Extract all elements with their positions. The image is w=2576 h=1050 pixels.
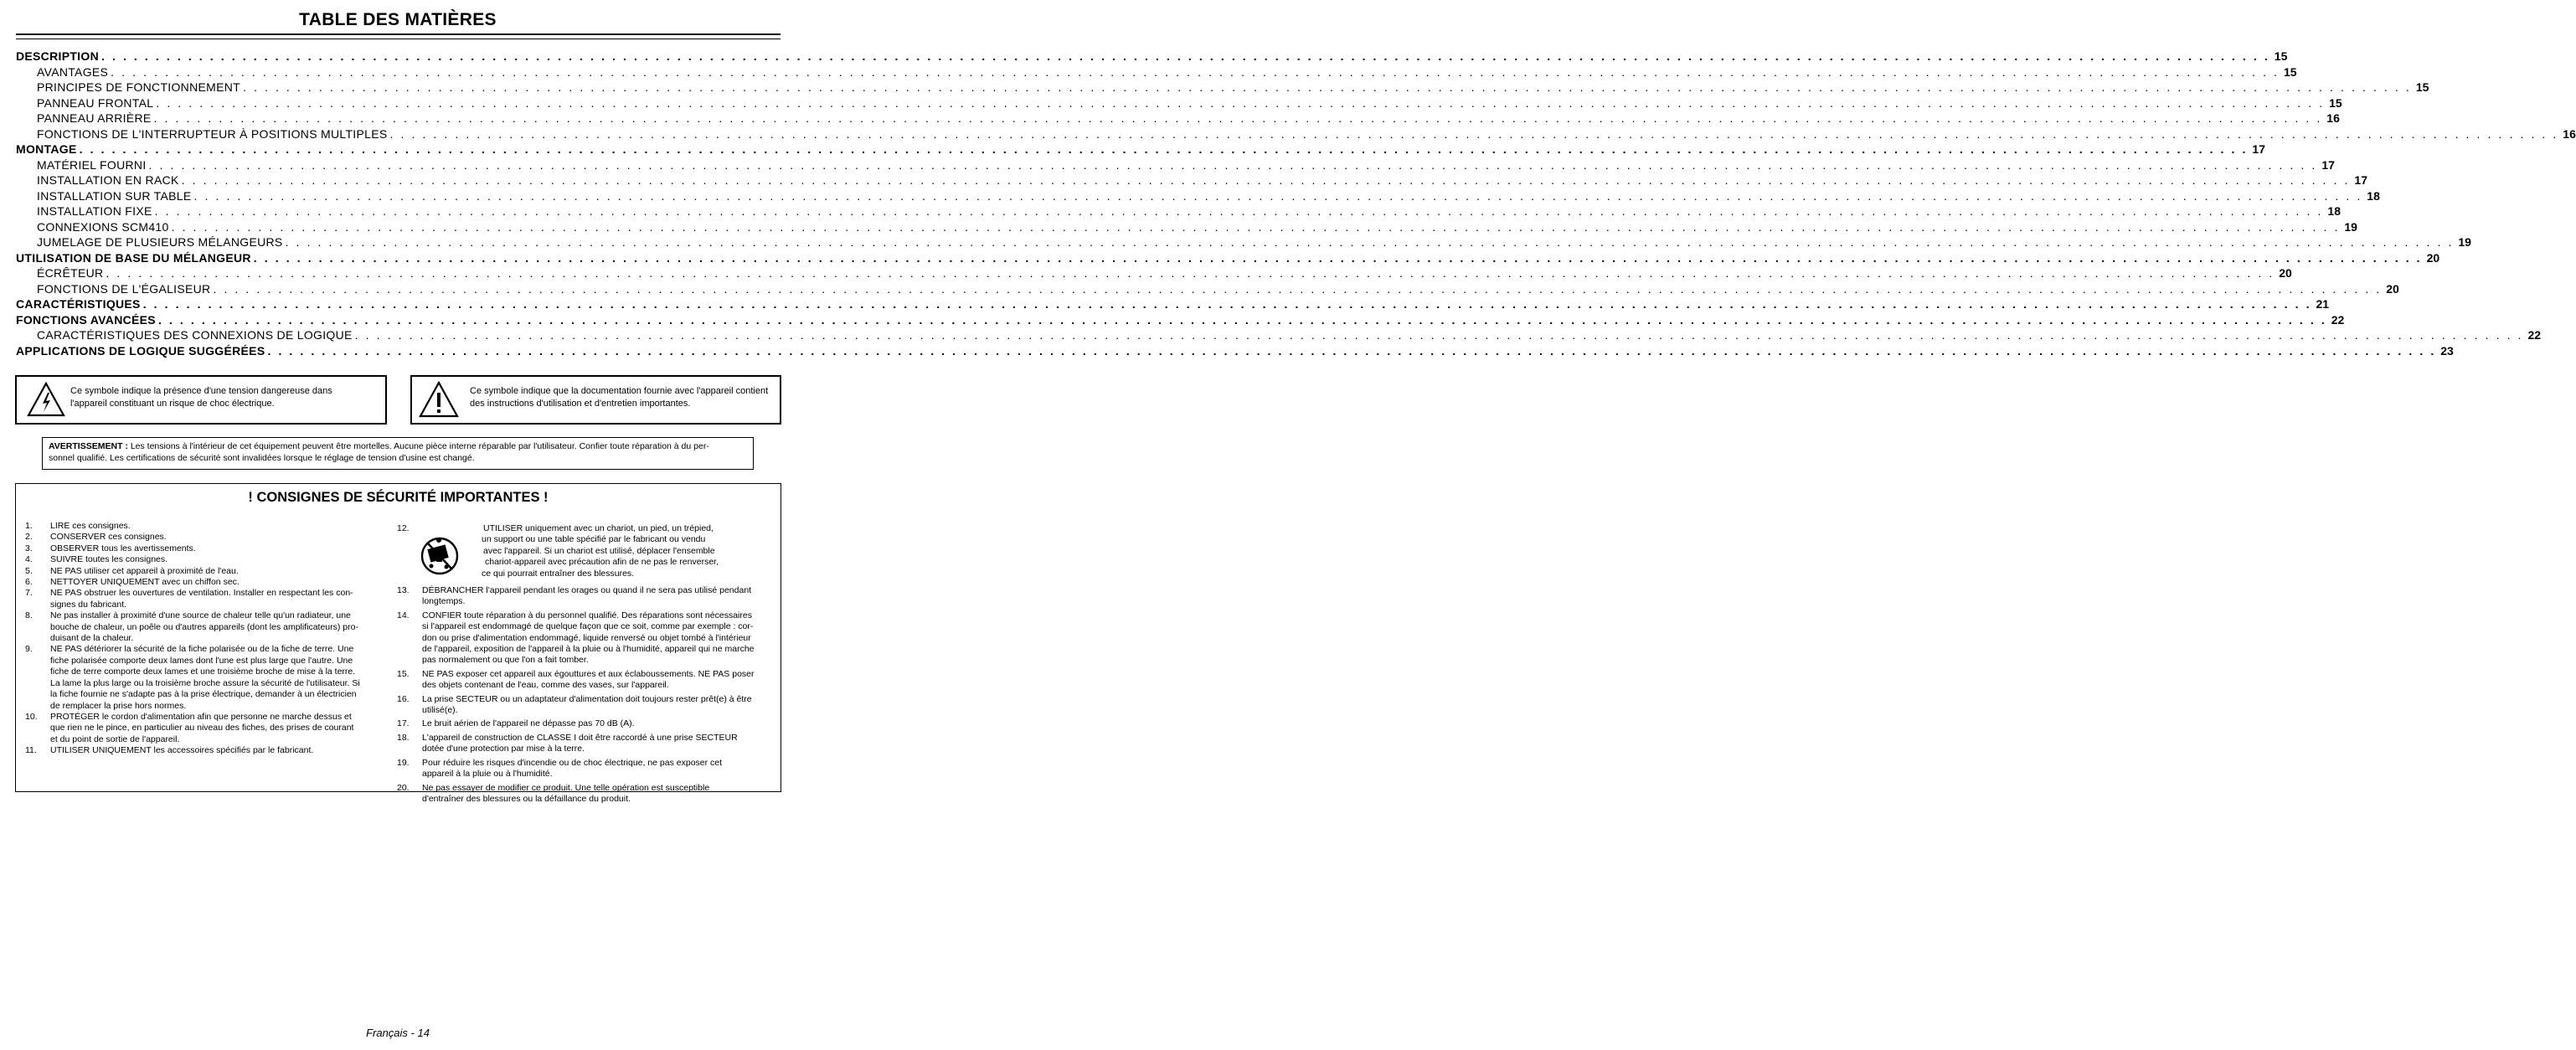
voltage-text-line1: Ce symbole indique la présence d'une tension dangereuse dans (70, 386, 332, 396)
toc-entry-page: 17 (2252, 142, 2265, 156)
toc-dot-leader: . . . . . . . . . . . . . . . . . . . . . . . . . . . . . . . . . . . . . . . . . . . . . . . . . . . . . . . . . . . . . . . . . . . . . . . . . . . . . . . . . . . . . . . . . . . . . . . . . . . . . . . . . . . . . . . . . . . . . . . . . . . . . . . . . . . . . . . . . . . . . . . . . . . . . . . . . . . . . . . . . . . . . . . . . . . . . . . . . . . . . . . . . . . . . . . . . . . . . . . . (153, 111, 2322, 125)
safety-item-line: de remplacer la prise hors normes. (50, 700, 187, 711)
safety-item-number: 19. (397, 757, 410, 768)
safety-item (25, 554, 387, 565)
toc-entry (16, 219, 2357, 236)
safety-item-line: des objets contenant de l'eau, comme des vases, sur l'appareil. (422, 680, 669, 691)
safety-item-line: NE PAS détériorer la sécurité de la fiche polarisée ou de la fiche de terre. Une (50, 644, 354, 655)
page-title: TABLE DES MATIÈRES (299, 10, 497, 29)
toc-entry-page: 22 (2527, 328, 2542, 342)
toc-entry-label: CONNEXIONS SCM410 (37, 219, 169, 234)
item-12-line: ce qui pourrait entraîner des blessures. (482, 568, 635, 579)
safety-item-number: 13. (397, 585, 410, 595)
toc-entry (16, 297, 2330, 313)
safety-item (397, 783, 757, 806)
safety-right-column (397, 585, 757, 805)
safety-item-line: la fiche fournie ne s'adapte pas à la prise électrique, demander à un électricien (50, 689, 357, 700)
cart-tip-over-icon (420, 532, 459, 577)
warning-line2: sonnel qualifié. Les certifications de sécurité sont invalidées lorsque le réglage de tension d'usine est changé. (49, 453, 475, 463)
safety-item (25, 644, 387, 711)
toc-dot-leader: . . . . . . . . . . . . . . . . . . . . . . . . . . . . . . . . . . . . . . . . . . . . . . . . . . . . . . . . . . . . . . . . . . . . . . . . . . . . . . . . . . . . . . . . . . . . . . . . . . . . . . . . . . . . . . . . . . . . . . . . . . . . . . . . . . . . . . . . . . . . . . . . . . . . . . . . . . . . . . . . . . . . . . . . . . . . . . . . . . . . . . . . . . . . . . . . . . . . . . . . (142, 297, 2312, 311)
safety-item-number: 6. (25, 577, 33, 588)
safety-item-line: appareil à la pluie ou à l'humidité. (422, 769, 553, 780)
safety-item-number: 17. (397, 718, 410, 729)
safety-item-line: Ne pas installer à proximité d'une source de chaleur telle qu'un radiateur, une (50, 610, 351, 621)
safety-item-line: La prise SECTEUR ou un adaptateur d'alimentation doit toujours rester prêt(e) à être (422, 693, 752, 704)
page-footer: Français - 14 (366, 1027, 430, 1039)
safety-item-line: UTILISER UNIQUEMENT les accessoires spécifiés par le fabricant. (50, 745, 314, 756)
safety-item-line: Ne pas essayer de modifier ce produit. Une telle opération est susceptible (422, 782, 710, 793)
safety-item-number: 9. (25, 644, 33, 655)
toc-entry-page: 17 (2321, 157, 2335, 172)
toc-entry-label: PANNEAU ARRIÈRE (37, 111, 152, 125)
safety-item (397, 610, 757, 667)
toc-entry (16, 157, 2335, 174)
safety-item-line: NE PAS exposer cet appareil aux égouttures et aux éclaboussements. NE PAS poser (422, 668, 755, 679)
toc-entry (16, 64, 2297, 81)
toc-entry (16, 281, 2399, 298)
toc-entry-label: MONTAGE (16, 142, 77, 156)
title-rule (16, 33, 781, 35)
safety-left-column (25, 521, 387, 757)
safety-item-line: NE PAS utiliser cet appareil à proximité de l'eau. (50, 565, 239, 576)
toc-dot-leader: . . . . . . . . . . . . . . . . . . . . . . . . . . . . . . . . . . . . . . . . . . . . . . . . . . . . . . . . . . . . . . . . . . . . . . . . . . . . . . . . . . . . . . . . . . . . . . . . . . . . . . . . . . . . . . . . . . . . . . . . . . . . . . . . . . . . . . . . . . . . . . . . . . . . . . . . . . . . . . . . . . . . . . . . . . . . . . . . . . . . . . . . . . . . . . . . . . . . . . . . (79, 142, 2248, 156)
toc-entry (16, 173, 2367, 189)
safety-item (397, 694, 757, 717)
toc-entry-page: 15 (2283, 64, 2297, 79)
voltage-text-line2: l'appareil constituant un risque de choc électrique. (70, 399, 275, 409)
safety-item (25, 745, 387, 756)
safety-item-line: NE PAS obstruer les ouvertures de ventilation. Installer en respectant les con- (50, 588, 353, 599)
toc-entry (16, 328, 2542, 344)
safety-item-12 (397, 523, 757, 579)
safety-item-line: Pour réduire les risques d'incendie ou de choc électrique, ne pas exposer cet (422, 757, 723, 768)
item-12-line: chariot-appareil avec précaution afin de ne pas le renverser, (485, 557, 719, 568)
toc-entry (16, 111, 2340, 127)
toc-dot-leader: . . . . . . . . . . . . . . . . . . . . . . . . . . . . . . . . . . . . . . . . . . . . . . . . . . . . . . . . . . . . . . . . . . . . . . . . . . . . . . . . . . . . . . . . . . . . . . . . . . . . . . . . . . . . . . . . . . . . . . . . . . . . . . . . . . . . . . . . . . . . . . . . . . . . . . . . . . . . . . . . . . . . . . . . . . . . . . . . . . . . . . . . . . . . . . . . . . . . . . . . (253, 250, 2423, 265)
toc-entry-page: 16 (2326, 111, 2340, 125)
toc-entry-label: CARACTÉRISTIQUES DES CONNEXIONS DE LOGIQUE (37, 328, 353, 342)
safety-item-line: fiche polarisée comporte deux lames dont l'une est plus large que l'autre. Une (50, 655, 353, 666)
toc-entry-label: PRINCIPES DE FONCTIONNEMENT (37, 80, 241, 94)
toc-dot-leader: . . . . . . . . . . . . . . . . . . . . . . . . . . . . . . . . . . . . . . . . . . . . . . . . . . . . . . . . . . . . . . . . . . . . . . . . . . . . . . . . . . . . . . . . . . . . . . . . . . . . . . . . . . . . . . . . . . . . . . . . . . . . . . . . . . . . . . . . . . . . . . . . . . . . . . . . . . . . . . . . . . . . . . . . . . . . . . . . . . . . . . . . . . . . . . . . . . . . . . . . (243, 80, 2412, 94)
toc-dot-leader: . . . . . . . . . . . . . . . . . . . . . . . . . . . . . . . . . . . . . . . . . . . . . . . . . . . . . . . . . . . . . . . . . . . . . . . . . . . . . . . . . . . . . . . . . . . . . . . . . . . . . . . . . . . . . . . . . . . . . . . . . . . . . . . . . . . . . . . . . . . . . . . . . . . . . . . . . . . . . . . . . . . . . . . . . . . . . . . . . . . . . . . . . . . . . . . . . . . . . . . . (154, 204, 2323, 218)
warning-box (42, 437, 754, 470)
safety-item-number: 16. (397, 693, 410, 704)
toc-dot-leader: . . . . . . . . . . . . . . . . . . . . . . . . . . . . . . . . . . . . . . . . . . . . . . . . . . . . . . . . . . . . . . . . . . . . . . . . . . . . . . . . . . . . . . . . . . . . . . . . . . . . . . . . . . . . . . . . . . . . . . . . . . . . . . . . . . . . . . . . . . . . . . . . . . . . . . . . . . . . . . . . . . . . . . . . . . . . . . . . . . . . . . . . . . . . . . . . . . . . . . . . (106, 266, 2275, 280)
safety-item-line: bouche de chaleur, un poêle ou d'autres appareils (dont les amplificateurs) pro- (50, 621, 358, 632)
toc-dot-leader: . . . . . . . . . . . . . . . . . . . . . . . . . . . . . . . . . . . . . . . . . . . . . . . . . . . . . . . . . . . . . . . . . . . . . . . . . . . . . . . . . . . . . . . . . . . . . . . . . . . . . . . . . . . . . . . . . . . . . . . . . . . . . . . . . . . . . . . . . . . . . . . . . . . . . . . . . . . . . . . . . . . . . . . . . . . . . . . . . . . . . . . . . . . . . . . . . . . . . . . . (267, 343, 2436, 358)
voltage-warning-box (15, 375, 387, 425)
toc-entry (16, 266, 2292, 282)
toc-dot-leader: . . . . . . . . . . . . . . . . . . . . . . . . . . . . . . . . . . . . . . . . . . . . . . . . . . . . . . . . . . . . . . . . . . . . . . . . . . . . . . . . . . . . . . . . . . . . . . . . . . . . . . . . . . . . . . . . . . . . . . . . . . . . . . . . . . . . . . . . . . . . . . . . . . . . . . . . . . . . . . . . . . . . . . . . . . . . . . . . . . . . . . . . . . . . . . . . . . . . . . . . (285, 235, 2454, 249)
item-12-line: un support ou une table spécifié par le fabricant ou vendu (482, 534, 706, 545)
toc-entry (16, 235, 2471, 251)
item-12-text (483, 523, 760, 579)
safety-item (25, 712, 387, 745)
toc-entry (16, 312, 2345, 329)
toc-entry-label: JUMELAGE DE PLUSIEURS MÉLANGEURS (37, 235, 283, 249)
toc-dot-leader: . . . . . . . . . . . . . . . . . . . . . . . . . . . . . . . . . . . . . . . . . . . . . . . . . . . . . . . . . . . . . . . . . . . . . . . . . . . . . . . . . . . . . . . . . . . . . . . . . . . . . . . . . . . . . . . . . . . . . . . . . . . . . . . . . . . . . . . . . . . . . . . . . . . . . . . . . . . . . . . . . . . . . . . . . . . . . . . . . . . . . . . . . . . . . . . . . . . . . . . . (389, 126, 2558, 141)
safety-item-line: NETTOYER UNIQUEMENT avec un chiffon sec. (50, 577, 240, 588)
toc-entry-page: 22 (2331, 312, 2345, 327)
toc-entry-page: 17 (2354, 173, 2367, 187)
safety-item-number: 8. (25, 610, 33, 621)
toc-entry (16, 188, 2380, 205)
safety-item-line: si l'appareil est endommagé de quelque façon que ce soit, comme par exemple : cor- (422, 621, 754, 632)
safety-item-line: CONFIER toute réparation à du personnel qualifié. Des réparations sont nécessaires (422, 610, 752, 620)
safety-item-line: don ou prise d'alimentation endommagé, liquide renversé ou objet tombé à l'intérieur (422, 632, 751, 643)
toc-entry (16, 80, 2429, 96)
toc-dot-leader: . . . . . . . . . . . . . . . . . . . . . . . . . . . . . . . . . . . . . . . . . . . . . . . . . . . . . . . . . . . . . . . . . . . . . . . . . . . . . . . . . . . . . . . . . . . . . . . . . . . . . . . . . . . . . . . . . . . . . . . . . . . . . . . . . . . . . . . . . . . . . . . . . . . . . . . . . . . . . . . . . . . . . . . . . . . . . . . . . . . . . . . . . . . . . . . . . . . . . . . . (148, 157, 2317, 172)
toc-entry-label: ÉCRÊTEUR (37, 266, 104, 280)
toc-entry-page: 19 (2344, 219, 2357, 234)
lightning-bolt-icon (27, 381, 65, 418)
safety-item-line: L'appareil de construction de CLASSE I doit être raccordé à une prise SECTEUR (422, 732, 738, 743)
toc-entry-label: CARACTÉRISTIQUES (16, 297, 141, 311)
toc-entry-label: PANNEAU FRONTAL (37, 95, 154, 110)
documentation-notice-box (410, 375, 781, 425)
warning-line1: Les tensions à l'intérieur de cet équipement peuvent être mortelles. Aucune pièce interne réparable par l'utilisateur. Confier toute réparation à du per- (127, 441, 709, 451)
toc-entry-label: FONCTIONS DE L'ÉGALISEUR (37, 281, 211, 296)
safety-item (397, 669, 757, 692)
toc-entry-label: AVANTAGES (37, 64, 109, 79)
safety-item (25, 521, 387, 532)
toc-entry-page: 15 (2274, 49, 2288, 63)
toc-entry-page: 19 (2458, 235, 2471, 249)
toc-dot-leader: . . . . . . . . . . . . . . . . . . . . . . . . . . . . . . . . . . . . . . . . . . . . . . . . . . . . . . . . . . . . . . . . . . . . . . . . . . . . . . . . . . . . . . . . . . . . . . . . . . . . . . . . . . . . . . . . . . . . . . . . . . . . . . . . . . . . . . . . . . . . . . . . . . . . . . . . . . . . . . . . . . . . . . . . . . . . . . . . . . . . . . . . . . . . . . . . . . . . . . . . (181, 173, 2350, 187)
safety-item-number: 11. (25, 745, 37, 756)
toc-entry-label: FONCTIONS DE L'INTERRUPTEUR À POSITIONS MULTIPLES (37, 126, 388, 141)
safety-item-number: 5. (25, 565, 33, 576)
toc-entry-label: DESCRIPTION (16, 49, 99, 63)
safety-item-number: 18. (397, 732, 410, 743)
toc-entry-page: 18 (2367, 188, 2380, 203)
safety-item-line: LIRE ces consignes. (50, 521, 131, 531)
safety-item (25, 577, 387, 588)
toc-dot-leader: . . . . . . . . . . . . . . . . . . . . . . . . . . . . . . . . . . . . . . . . . . . . . . . . . . . . . . . . . . . . . . . . . . . . . . . . . . . . . . . . . . . . . . . . . . . . . . . . . . . . . . . . . . . . . . . . . . . . . . . . . . . . . . . . . . . . . . . . . . . . . . . . . . . . . . . . . . . . . . . . . . . . . . . . . . . . . . . . . . . . . . . . . . . . . . . . . . . . . . . . (171, 219, 2340, 234)
item-12-line: UTILISER uniquement avec un chariot, un pied, un trépied, (483, 523, 714, 533)
toc-dot-leader: . . . . . . . . . . . . . . . . . . . . . . . . . . . . . . . . . . . . . . . . . . . . . . . . . . . . . . . . . . . . . . . . . . . . . . . . . . . . . . . . . . . . . . . . . . . . . . . . . . . . . . . . . . . . . . . . . . . . . . . . . . . . . . . . . . . . . . . . . . . . . . . . . . . . . . . . . . . . . . . . . . . . . . . . . . . . . . . . . . . . . . . . . . . . . . . . . . . . . . . . (111, 64, 2280, 79)
safety-item (25, 543, 387, 554)
toc-entry-page: 16 (2563, 126, 2576, 141)
safety-item-number: 4. (25, 554, 33, 565)
safety-item-line: duisant de la chaleur. (50, 633, 134, 644)
toc-entry-label: INSTALLATION FIXE (37, 204, 152, 218)
safety-item (397, 718, 757, 729)
safety-item-number: 1. (25, 521, 33, 531)
warning-label: AVERTISSEMENT : (49, 441, 128, 451)
toc-entry (16, 142, 2265, 158)
toc-dot-leader: . . . . . . . . . . . . . . . . . . . . . . . . . . . . . . . . . . . . . . . . . . . . . . . . . . . . . . . . . . . . . . . . . . . . . . . . . . . . . . . . . . . . . . . . . . . . . . . . . . . . . . . . . . . . . . . . . . . . . . . . . . . . . . . . . . . . . . . . . . . . . . . . . . . . . . . . . . . . . . . . . . . . . . . . . . . . . . . . . . . . . . . . . . . . . . . . . . . . . . . . (156, 95, 2325, 110)
toc-entry-page: 21 (2316, 297, 2330, 311)
safety-item (25, 566, 387, 577)
safety-title: ! CONSIGNES DE SÉCURITÉ IMPORTANTES ! (248, 490, 549, 505)
safety-item (25, 532, 387, 543)
safety-item-line: La lame la plus large ou la troisième broche assure la sécurité de l'utilisateur. Si (50, 677, 360, 688)
safety-item-line: SUIVRE toutes les consignes. (50, 554, 168, 565)
safety-item (25, 610, 387, 644)
toc-entry (16, 250, 2440, 267)
toc-entry (16, 95, 2342, 112)
safety-item-number: 20. (397, 782, 410, 793)
safety-item-line: utilisé(e). (422, 705, 458, 716)
documentation-text-line2: des instructions d'utilisation et d'entretien importantes. (470, 399, 691, 409)
item-12-number: 12. (397, 523, 410, 533)
safety-item-line: PROTÉGER le cordon d'alimentation afin que personne ne marche dessus et (50, 711, 352, 722)
safety-item-number: 15. (397, 668, 410, 679)
safety-item-line: et du point de sortie de l'appareil. (50, 733, 180, 744)
item-12-line: avec l'appareil. Si un chariot est utilisé, déplacer l'ensemble (483, 545, 715, 556)
safety-item-number: 10. (25, 711, 38, 722)
toc-entry-label: APPLICATIONS DE LOGIQUE SUGGÉRÉES (16, 343, 265, 358)
toc-entry-label: MATÉRIEL FOURNI (37, 157, 147, 172)
safety-item-line: que rien ne le pince, en particulier au niveau des fiches, des prises de courant (50, 723, 354, 733)
toc-entry-label: INSTALLATION SUR TABLE (37, 188, 192, 203)
safety-item-line: signes du fabricant. (50, 599, 127, 610)
toc-entry-label: FONCTIONS AVANCÉES (16, 312, 156, 327)
toc-entry-page: 15 (2415, 80, 2429, 94)
safety-item (397, 758, 757, 780)
toc-entry-page: 18 (2327, 204, 2341, 218)
toc-entry-label: INSTALLATION EN RACK (37, 173, 179, 187)
toc-entry-page: 20 (2426, 250, 2440, 265)
safety-item-number: 7. (25, 588, 33, 599)
safety-item-number: 14. (397, 610, 410, 620)
toc-entry-page: 20 (2279, 266, 2292, 280)
safety-item-line: CONSERVER ces consignes. (50, 532, 167, 543)
safety-item (397, 733, 757, 755)
toc-entry-page: 15 (2329, 95, 2342, 110)
safety-item-line: d'entraîner des blessures ou la défaillance du produit. (422, 793, 631, 804)
safety-item-line: OBSERVER tous les avertissements. (50, 543, 196, 553)
toc-entry (16, 49, 2288, 65)
toc-entry-label: UTILISATION DE BASE DU MÉLANGEUR (16, 250, 251, 265)
documentation-text-line1: Ce symbole indique que la documentation fournie avec l'appareil contient (470, 386, 769, 396)
toc-dot-leader: . . . . . . . . . . . . . . . . . . . . . . . . . . . . . . . . . . . . . . . . . . . . . . . . . . . . . . . . . . . . . . . . . . . . . . . . . . . . . . . . . . . . . . . . . . . . . . . . . . . . . . . . . . . . . . . . . . . . . . . . . . . . . . . . . . . . . . . . . . . . . . . . . . . . . . . . . . . . . . . . . . . . . . . . . . . . . . . . . . . . . . . . . . . . . . . . . . . . . . . . (213, 281, 2382, 296)
safety-item-line: dotée d'une protection par mise à la terre. (422, 744, 585, 754)
safety-item-number: 3. (25, 543, 33, 553)
toc-dot-leader: . . . . . . . . . . . . . . . . . . . . . . . . . . . . . . . . . . . . . . . . . . . . . . . . . . . . . . . . . . . . . . . . . . . . . . . . . . . . . . . . . . . . . . . . . . . . . . . . . . . . . . . . . . . . . . . . . . . . . . . . . . . . . . . . . . . . . . . . . . . . . . . . . . . . . . . . . . . . . . . . . . . . . . . . . . . . . . . . . . . . . . . . . . . . . . . . . . . . . . . . (354, 328, 2524, 342)
toc-entry (16, 343, 2454, 360)
table-of-contents (16, 49, 2576, 359)
toc-dot-leader: . . . . . . . . . . . . . . . . . . . . . . . . . . . . . . . . . . . . . . . . . . . . . . . . . . . . . . . . . . . . . . . . . . . . . . . . . . . . . . . . . . . . . . . . . . . . . . . . . . . . . . . . . . . . . . . . . . . . . . . . . . . . . . . . . . . . . . . . . . . . . . . . . . . . . . . . . . . . . . . . . . . . . . . . . . . . . . . . . . . . . . . . . . . . . . . . . . . . . . . . (193, 188, 2362, 203)
safety-item-line: pas normalement ou que l'on a fait tomber. (422, 655, 589, 666)
safety-item-line: Le bruit aérien de l'appareil ne dépasse pas 70 dB (A). (422, 718, 635, 729)
safety-item (25, 588, 387, 610)
safety-item-line: DÉBRANCHER l'appareil pendant les orages ou quand il ne sera pas utilisé pendant (422, 585, 752, 595)
exclamation-triangle-icon (419, 380, 459, 419)
toc-dot-leader: . . . . . . . . . . . . . . . . . . . . . . . . . . . . . . . . . . . . . . . . . . . . . . . . . . . . . . . . . . . . . . . . . . . . . . . . . . . . . . . . . . . . . . . . . . . . . . . . . . . . . . . . . . . . . . . . . . . . . . . . . . . . . . . . . . . . . . . . . . . . . . . . . . . . . . . . . . . . . . . . . . . . . . . . . . . . . . . . . . . . . . . . . . . . . . . . . . . . . . . . (157, 312, 2327, 327)
toc-entry (16, 204, 2341, 220)
toc-entry-page: 20 (2386, 281, 2399, 296)
safety-instructions-box (15, 483, 781, 804)
safety-item-line: longtemps. (422, 596, 466, 607)
toc-entry (16, 126, 2576, 143)
safety-item-line: de l'appareil, exposition de l'appareil à la pluie ou à l'humidité, appareil qui ne marche (422, 644, 755, 655)
toc-dot-leader: . . . . . . . . . . . . . . . . . . . . . . . . . . . . . . . . . . . . . . . . . . . . . . . . . . . . . . . . . . . . . . . . . . . . . . . . . . . . . . . . . . . . . . . . . . . . . . . . . . . . . . . . . . . . . . . . . . . . . . . . . . . . . . . . . . . . . . . . . . . . . . . . . . . . . . . . . . . . . . . . . . . . . . . . . . . . . . . . . . . . . . . . . . . . . . . . . . . . . . . . (100, 49, 2270, 63)
safety-item-line: fiche de terre comporte deux lames et une troisième broche de mise à la terre. (50, 667, 356, 677)
safety-item (397, 585, 757, 608)
toc-entry-page: 23 (2440, 343, 2454, 358)
safety-item-number: 2. (25, 532, 33, 543)
